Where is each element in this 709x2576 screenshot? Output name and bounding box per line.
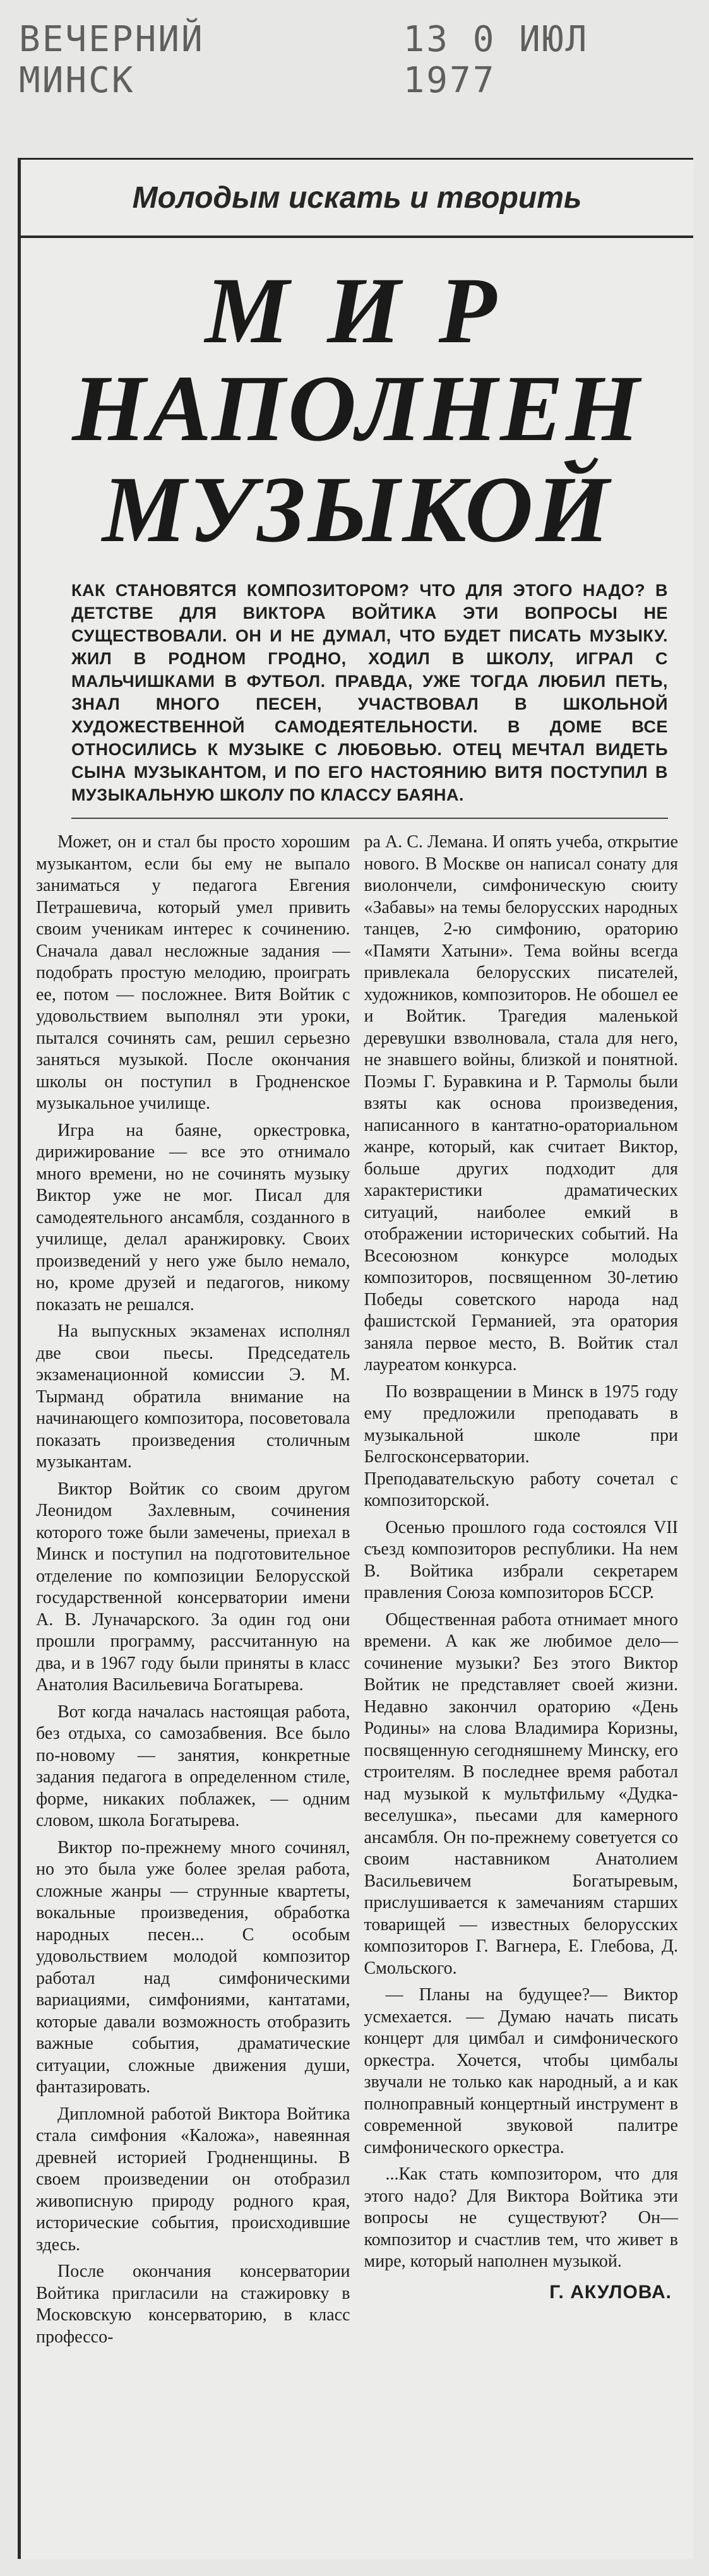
- paragraph: После окончания консерватории Войтика пригласили на стажировку в Московскую консерваторию, в класс профессо-: [36, 2262, 350, 2347]
- paragraph: Дипломной работой Виктора Войтика стала симфония «Каложа», навеянная древней историей Гродненщины. В своем произведении он отобразил живописную природу родного края, исторические события, происходившие здесь.: [36, 2104, 350, 2255]
- headline-line-2: НАПОЛНЕН: [72, 356, 642, 461]
- paragraph: Виктор по-прежнему много сочинял, но это была уже более зрелая работа, сложные жанры — струнные квартеты, вокальные произведения, обработка народных песен... С особым удовольствием молодой композитор работал над симфоническими вариациями, симфониями, кантатами, которые давали возможность отобразить важные события, драматические ситуации, сложные движения души, фантазировать.: [36, 1837, 350, 2097]
- archive-stamp: [19, 19, 684, 101]
- paragraph: Виктор Войтик со своим другом Леонидом Захлевным, сочинения которого тоже были замечены, приехал в Минск и поступил на подготовительное отделение по композиции Белорусской государственной консерватории имени А. В. Луначарского. За один год они прошли программу, рассчитанную на два, и в 1967 году были приняты в класс Анатолия Васильевича Богатырева.: [36, 1479, 350, 1695]
- paragraph: По возвращении в Минск в 1975 году ему предложили преподавать в музыкальной школе при Белгосконсерватории. Преподавательскую работу сочетал с композиторской.: [364, 1381, 678, 1510]
- right-column: [364, 832, 679, 2348]
- article-body: [21, 819, 693, 2348]
- newspaper-name: ВЕЧЕРНИЙ МИНСК: [19, 19, 205, 101]
- headline-line-1: МИР: [205, 258, 535, 363]
- paragraph: Осенью прошлого года состоялся VII съезд композиторов республики. На нем В. Войтика избрали секретарем правления Союза композиторов БССР.: [364, 1517, 678, 1602]
- paragraph: Игра на баяне, оркестровка, дирижирование — все это отнимало много времени, но не сочинять музыку Виктор уже не мог. Писал для самодеятельного ансамбля, созданного в училище, делал аранжировку. Своих произведений у него уже было немало, но, кроме друзей и педагогов, никому показать не решался.: [36, 1120, 350, 1315]
- lead-paragraph: КАК СТАНОВЯТСЯ КОМПОЗИТОРОМ? ЧТО ДЛЯ ЭТОГО НАДО? В ДЕТСТВЕ ДЛЯ ВИКТОРА ВОЙТИКА ЭТИ ВОПРОСЫ НЕ СУЩЕСТВОВАЛИ. ОН И НЕ ДУМАЛ, ЧТО БУДЕТ ПИСАТЬ МУЗЫКУ. ЖИЛ В РОДНОМ ГРОДНО, ХОДИЛ В ШКОЛУ, ИГРАЛ С МАЛЬЧИШКАМИ В ФУТБОЛ. ПРАВДА, УЖЕ ТОГДА ЛЮБИЛ ПЕТЬ, ЗНАЛ МНОГО ПЕСЕН, УЧАСТВОВАЛ В ШКОЛЬНОЙ ХУДОЖЕСТВЕННОЙ САМОДЕЯТЕЛЬНОСТИ. В ДОМЕ ВСЕ ОТНОСИЛИСЬ К МУЗЫКЕ С ЛЮБОВЬЮ. ОТЕЦ МЕЧТАЛ ВИДЕТЬ СЫНА МУЗЫКАНТОМ, И ПО ЕГО НАСТОЯНИЮ ВИТЯ ПОСТУПИЛ В МУЗЫКАЛЬНУЮ ШКОЛУ ПО КЛАССУ БАЯНА.: [71, 579, 668, 819]
- rubric-heading: Молодым искать и творить: [21, 160, 693, 238]
- article-headline: [21, 258, 693, 562]
- article: [18, 158, 693, 2559]
- paragraph: ра А. С. Лемана. И опять учеба, открытие нового. В Москве он написал сонату для виолончели, симфоническую сюиту «Забавы» на темы белорусских народных танцев, 2-ю симфонию, ораторию «Памяти Хатыни». Тема войны всегда привлекала белорусских писателей, художников, композиторов. Не обошел ее и Войтик. Трагедия маленькой деревушки взволновала, стала для него, не знавшего войны, близкой и понятной. Поэмы Г. Буравкина и Р. Тармолы были взяты как основа произведения, написанного в кантатно-ораториальном жанре, который, как считает Виктор, больше других подходит для характеристики драматических ситуаций, наиболее емкий в отображении исторических событий. На Всесоюзном конкурсе молодых композиторов, посвященном 30-летию Победы советского народа над фашистской Германией, эта оратория заняла первое место, В. Войтик стал лауреатом конкурса.: [364, 832, 678, 1374]
- headline-line-3: МУЗЫКОЙ: [102, 457, 612, 562]
- paragraph: Может, он и стал бы просто хорошим музыкантом, если бы ему не выпало заниматься у педагога Евгения Петрашевича, который умел привить своим ученикам интерес к сочинению. Сначала давал несложные задания — подобрать простую мелодию, проиграть ее, потом — посложнее. Витя Войтик с удовольствием выполнял эти уроки, пытался сочинять сам, решил серьезно заняться музыкой. После окончания школы он поступил в Гродненское музыкальное училище.: [36, 832, 350, 1113]
- publication-date: 13 0 ИЮЛ 1977: [403, 19, 589, 101]
- paragraph: На выпускных экзаменах исполнял две свои пьесы. Председатель экзаменационной комиссии Э. М. Тырманд обратила внимание на начинающего композитора, посоветовала показать произведения столичным музыкантам.: [36, 1321, 350, 1472]
- author-signature: Г. АКУЛОВА.: [549, 2281, 672, 2303]
- left-column: [36, 832, 350, 2348]
- paragraph: — Планы на будущее?— Виктор усмехается. — Думаю начать писать концерт для цимбал и симфонического оркестра. Хочется, чтобы цимбалы звучали не только как народный, а и как полноправный концертный инструмент в современной звуковой палитре симфонического оркестра.: [364, 1985, 678, 2157]
- paragraph: Общественная работа отнимает много времени. А как же любимое дело—сочинение музыки? Без этого Виктор Войтик не представляет своей жизни. Недавно закончил ораторию «День Родины» на слова Владимира Коризны, посвященную сегодняшнему Минску, его строителям. В последнее время работал над музыкой к мультфильму «Дудка-веселушка», пьесами для камерного ансамбля. Он по-прежнему советуется со своим наставником Анатолием Васильевичем Богатыревым, прислушивается к замечаниям старших товарищей — известных белорусских композиторов Г. Вагнера, Е. Глебова, Д. Смольского.: [364, 1609, 678, 1978]
- paragraph: Вот когда началась настоящая работа, без отдыха, со самозабвения. Все было по-новому — занятия, конкретные задания педагога в определенном стиле, форме, никаких поблажек, — одним словом, школа Богатырева.: [36, 1702, 350, 1830]
- paragraph: ...Как стать композитором, что для этого надо? Для Виктора Войтика эти вопросы не существуют? Он—композитор и счастлив тем, что живет в мире, который наполнен музыкой.: [364, 2164, 678, 2271]
